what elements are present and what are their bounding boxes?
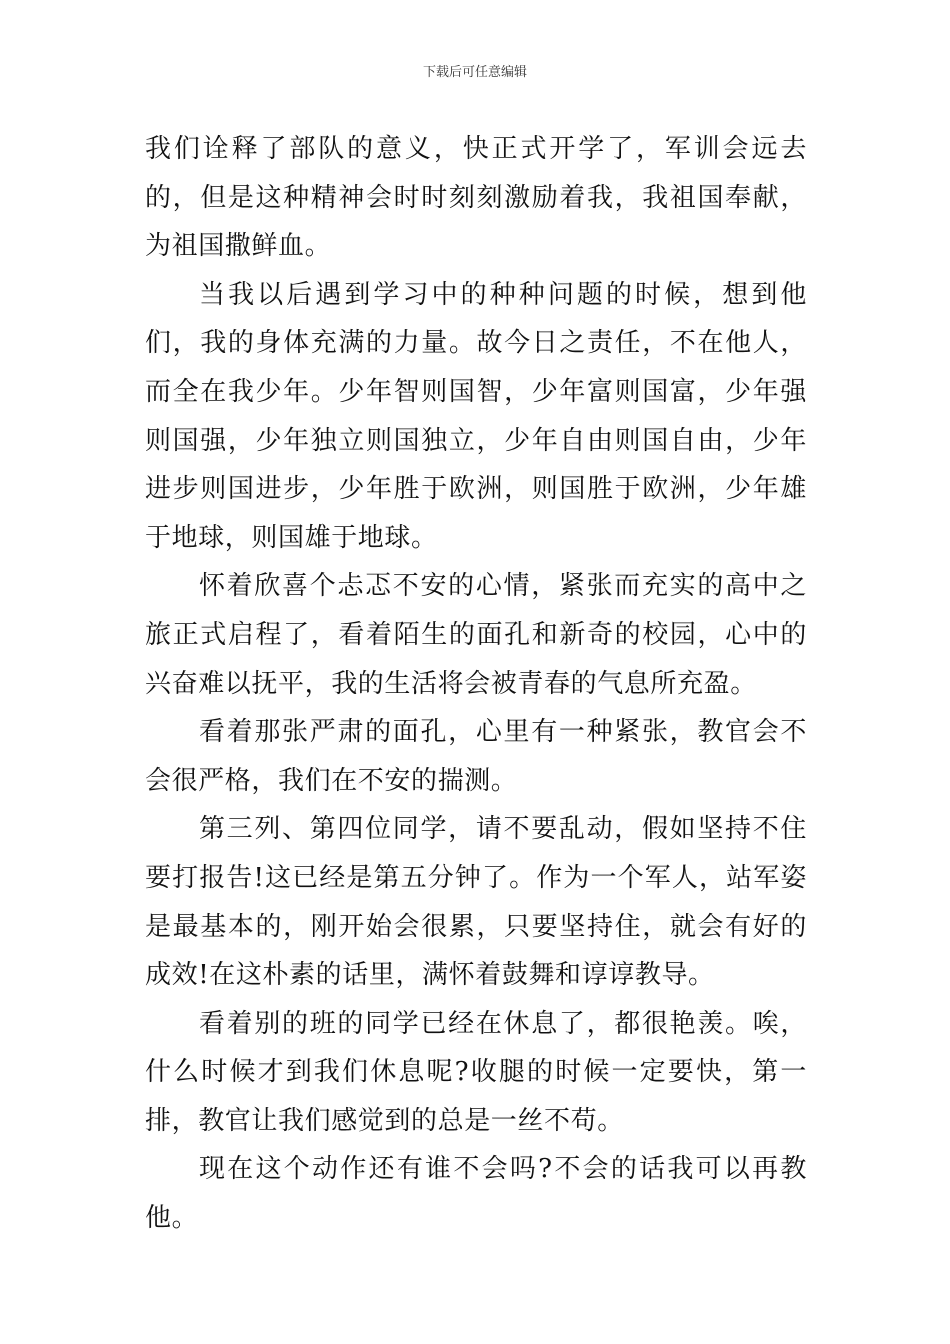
paragraph-3: 怀着欣喜个忐忑不安的心情，紧张而充实的高中之旅正式启程了，看着陌生的面孔和新奇的校园，心中的兴奋难以抚平，我的生活将会被青春的气息所充盈。 [145, 571, 807, 699]
paragraph-4: 看着那张严肃的面孔，心里有一种紧张，教官会不会很严格，我们在不安的揣测。 [145, 717, 807, 796]
paragraph-7: 现在这个动作还有谁不会吗?不会的话我可以再教他。 [145, 1154, 807, 1234]
paragraph-5: 第三列、第四位同学，请不要乱动，假如坚持不住要打报告!这已经是第五分钟了。作为一个军人，站军姿是最基本的，刚开始会很累，只要坚持住，就会有好的成效!在这朴素的话里，满怀着鼓舞和谆谆教导。 [145, 814, 807, 991]
page-header: 下载后可任意编辑 [422, 65, 527, 80]
paragraph-1: 我们诠释了部队的意义，快正式开学了，军训会远去的，但是这种精神会时时刻刻激励着我，我祖国奉献，为祖国撒鲜血。 [145, 134, 807, 262]
document-body [145, 125, 807, 1243]
paragraph-2: 当我以后遇到学习中的种种问题的时候，想到他们，我的身体充满的力量。故今日之责任，不在他人，而全在我少年。少年智则国智，少年富则国富，少年强则国强，少年独立则国独立，少年自由则国自由，少年进步则国进步，少年胜于欧洲，则国胜于欧洲，少年雄于地球，则国雄于地球。 [145, 279, 807, 553]
paragraph-6: 看着别的班的同学已经在休息了，都很艳羡。唉，什么时候才到我们休息呢?收腿的时候一定要快，第一排，教官让我们感觉到的总是一丝不苟。 [145, 1008, 807, 1136]
